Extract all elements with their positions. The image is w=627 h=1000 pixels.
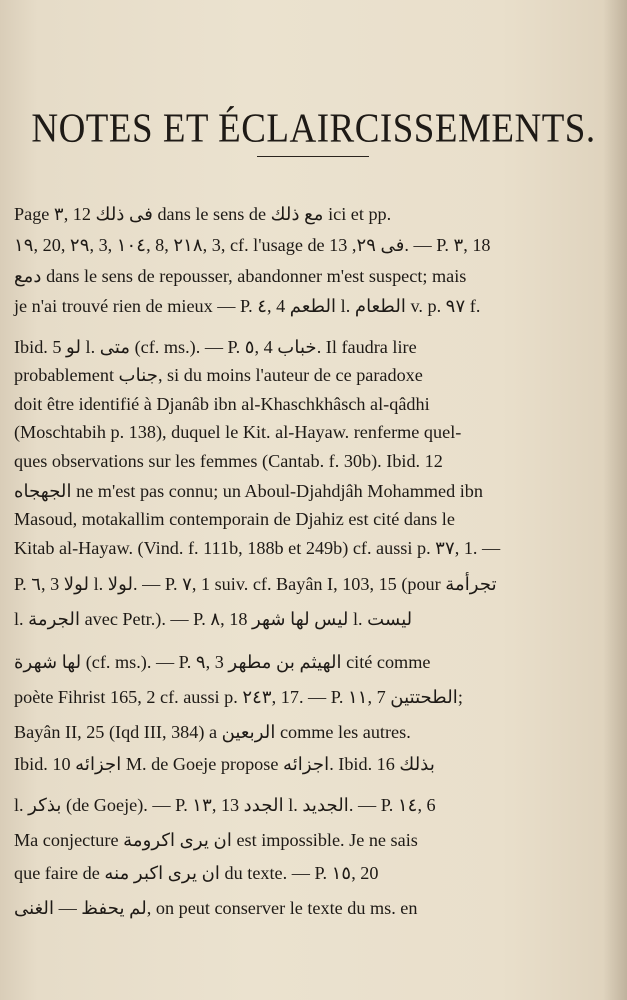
text-line: Masoud, motakallim contemporain de Djahiz est cité dans le	[14, 509, 455, 529]
text-line: que faire de ان يرى اكبر منه du texte. — P. ١٥, 20	[14, 863, 379, 883]
text-line: Ibid. 10 اجزائه M. de Goeje propose اجزائه. Ibid. 16 بذلك	[14, 754, 435, 774]
text-line: ١٩, 20, ٢٩, 3, ١٠٤, 8, ٢١٨, 3, cf. l'usage de فى ٢٩, 13. — P. ٣, 18	[14, 235, 491, 255]
text-line: poète Fihrist 165, 2 cf. aussi p. ٢٤٣, 17. — P. ١١, 7 الطحتتين;	[14, 687, 463, 707]
text-line: Ibid. 5 لو l. متى (cf. ms.). — P. ٥, 4 خباب. Il faudra lire	[14, 337, 417, 357]
text-line: لها شهرة (cf. ms.). — P. ٩, 3 الهيثم بن مطهر cité comme	[14, 652, 431, 672]
text-line: je n'ai trouvé rien de mieux — P. ٤, 4 الطعم l. الطعام v. p. ٩٧ f.	[14, 296, 481, 316]
text-line: لم يحفظ — الغنى, on peut conserver le texte du ms. en	[14, 898, 418, 918]
page-edge-shadow	[603, 0, 627, 1000]
page-title: NOTES ET ÉCLAIRCISSEMENTS.	[31, 105, 596, 152]
text-line: الجهجاه ne m'est pas connu; un Aboul-Djahdjâh Mohammed ibn	[14, 481, 483, 501]
text-line: (Moschtabih p. 138), duquel le Kit. al-Hayaw. renferme quel-	[14, 422, 462, 442]
text-line: Bayân II, 25 (Iqd III, 384) a الربعين comme les autres.	[14, 722, 411, 742]
text-line: l. بذكر (de Goeje). — P. ١٣, 13 الجدد l. الجديد. — P. ١٤, 6	[14, 795, 436, 815]
text-line: Page ٣, 12 فى ذلك dans le sens de مع ذلك ici et pp.	[14, 204, 392, 224]
text-line: P. ٦, 3 لولا l. لولا. — P. ٧, 1 suiv. cf. Bayân I, 103, 15 (pour تجرأمة	[14, 574, 497, 594]
text-line: probablement جناب, si du moins l'auteur de ce paradoxe	[14, 365, 423, 385]
text-line: دمع dans le sens de repousser, abandonner m'est suspect; mais	[14, 266, 467, 286]
title-divider	[257, 156, 369, 157]
text-line: l. الجرمة avec Petr.). — P. ٨, 18 ليس لها شهر l. ليست	[14, 609, 413, 629]
text-line: Ma conjecture ان يرى اكرومة est impossible. Je ne sais	[14, 830, 418, 850]
text-line: doit être identifié à Djanâb ibn al-Khaschkhâsch al-qâdhi	[14, 394, 430, 414]
text-line: ques observations sur les femmes (Cantab. f. 30b). Ibid. 12	[14, 451, 443, 471]
text-line: Kitab al-Hayaw. (Vind. f. 111b, 188b et 249b) cf. aussi p. ٣٧, 1. —	[14, 538, 501, 558]
